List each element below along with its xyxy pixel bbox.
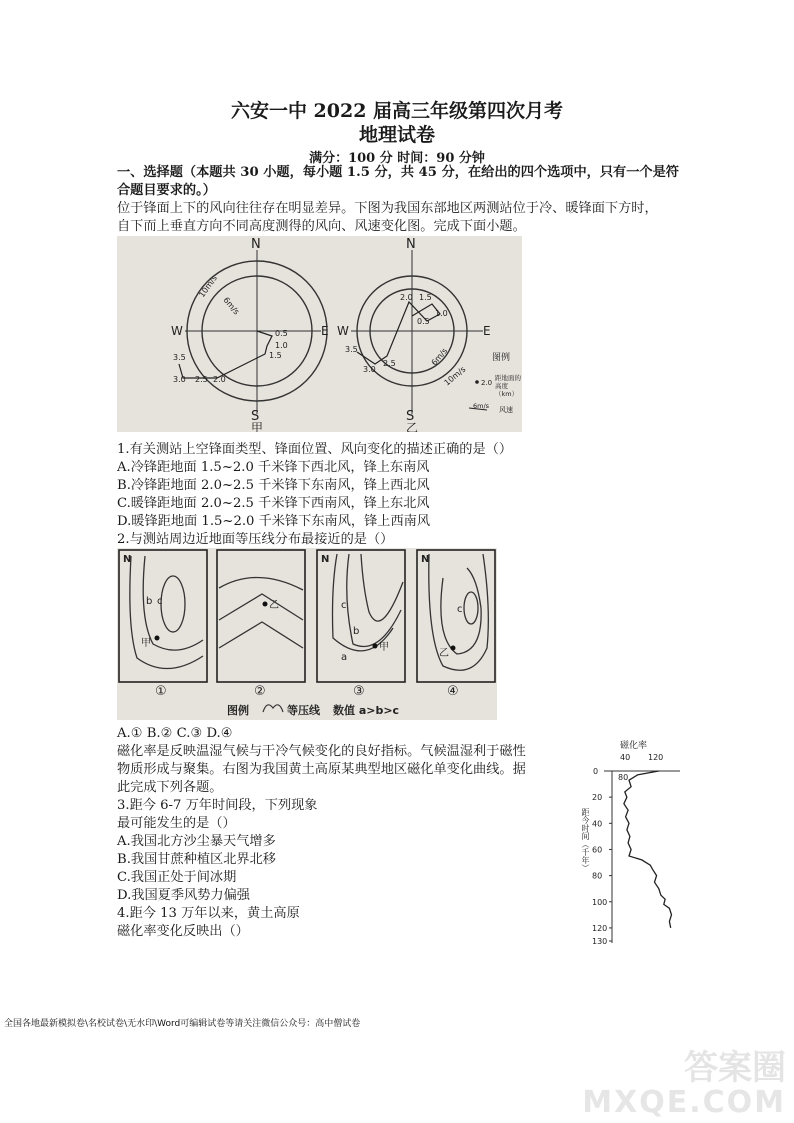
legend-height-sample: 2.0 — [481, 379, 493, 387]
section-heading-line2: 合题目要求的。） — [117, 183, 216, 198]
chart-ylabel: 距今时间（千年） — [581, 808, 590, 872]
panel-2-number: ② — [254, 684, 266, 699]
right-pt-2: 1.0 — [435, 309, 448, 318]
right-diagram — [337, 237, 491, 432]
panel-2-iso-a — [219, 622, 303, 648]
right-south-label: S — [406, 409, 415, 424]
right-east-label: E — [483, 324, 491, 338]
q3-stem-line1: 3.距今 6-7 万年时间段，下列现象 — [117, 798, 318, 813]
q3-option-c: C.我国正处于间冰期 — [117, 870, 237, 885]
panel-3-label-b: b — [353, 626, 360, 637]
chart-y-tick-label: 40 — [592, 819, 603, 829]
legend-height-dot — [475, 380, 479, 384]
chart-x-corner: 0 — [593, 767, 599, 776]
figure1-legend — [469, 351, 522, 414]
right-pt-4: 2.5 — [383, 359, 396, 368]
panel-4-station — [451, 646, 456, 651]
q2-stem: 2.与测站周边近地面等压线分布最接近的是（） — [117, 532, 394, 547]
panel-3-label-c: c — [341, 600, 347, 611]
isobar-figure — [117, 548, 497, 720]
panel-3-station-label: 甲 — [379, 642, 389, 653]
left-pt-4: 2.5 — [195, 375, 208, 384]
right-north-label: N — [406, 237, 416, 252]
left-diagram — [171, 237, 329, 432]
isobar-legend-title: 图例 — [227, 704, 249, 717]
isobar-legend — [227, 703, 399, 717]
isobar-legend-value: 数值 a>b>c — [333, 704, 400, 717]
q2-options: A.① B.② C.③ D.④ — [117, 726, 233, 741]
right-pt-6: 3.5 — [345, 345, 358, 354]
panel-1-frame — [119, 550, 207, 682]
left-pt-6: 3.5 — [173, 353, 186, 362]
panel-2-frame — [217, 550, 305, 682]
exam-subtitle: 地理试卷 — [358, 124, 435, 146]
left-pt-1: 1.0 — [275, 341, 288, 350]
right-pt-1: 1.5 — [419, 293, 432, 302]
intro-line2: 自下而上垂直方向不同高度测得的风向、风速变化图。完成下面小题。 — [117, 219, 526, 234]
legend-title: 图例 — [492, 353, 511, 363]
chart-series-line — [624, 771, 672, 928]
panel-2-station-label: 乙 — [269, 600, 279, 611]
panel-1-number: ① — [155, 684, 167, 699]
chart-y-ticks — [592, 793, 612, 946]
left-station-label: 甲 — [251, 421, 264, 432]
isobar-panel-4 — [417, 550, 495, 699]
isobar-legend-symbol — [263, 705, 283, 712]
right-pt-5: 3.0 — [363, 365, 376, 374]
left-pt-2: 1.5 — [269, 351, 282, 360]
panel-1-label-b: b — [146, 596, 153, 607]
panel-3-station — [373, 644, 378, 649]
panel-3-iso-a — [361, 554, 403, 621]
q4-stem-line2: 磁化率变化反映出（） — [117, 924, 249, 939]
passage2-line2: 物质形成与聚集。右图为我国黄土高原某典型地区磁化单变化曲线。据 — [117, 762, 526, 777]
chart-y-tick-label: 20 — [592, 793, 603, 803]
left-south-label: S — [251, 409, 260, 424]
chart-x-tick-40: 40 — [620, 753, 631, 762]
magnetic-susceptibility-chart — [580, 738, 690, 950]
chart-y-tick-label: 80 — [592, 871, 603, 881]
panel-2-iso-b — [219, 594, 303, 620]
panel-1-iso-c — [161, 576, 185, 632]
panel-4-iso-c — [464, 592, 478, 624]
exam-meta: 满分：100 分 时间：90 分钟 — [309, 151, 485, 166]
q1-stem: 1.有关测站上空锋面类型、锋面位置、风向变化的描述正确的是（） — [117, 442, 513, 457]
q3-stem-line2: 最可能发生的是（） — [117, 816, 236, 831]
q3-option-d: D.我国夏季风势力偏强 — [117, 888, 250, 903]
chart-y-tick-label: 120 — [592, 923, 608, 933]
wind-vector-figure — [117, 236, 522, 432]
q1-option-b: B.冷锋距地面 2.0~2.5 千米锋下东南风，锋上西北风 — [117, 478, 430, 493]
panel-3-north: N — [321, 554, 330, 565]
q1-option-c: C.暖锋距地面 2.0~2.5 千米锋下西南风，锋上东北风 — [117, 496, 430, 511]
isobar-panel-2 — [217, 550, 305, 699]
panel-1-label-c: c — [157, 596, 163, 607]
chart-x-tick-120: 120 — [648, 753, 664, 762]
chart-y-tick-label: 130 — [592, 937, 608, 946]
right-ring-outer-label: 10m/s — [442, 364, 468, 388]
legend-height-text: 距地面的高度（km） — [495, 374, 521, 398]
left-west-label: W — [171, 324, 183, 338]
watermark-site: MXQE.COM — [582, 1085, 786, 1120]
section-heading-line1: 一、选择题（本题共 30 小题，每小题 1.5 分，共 45 分，在给出的四个选项中，只有一个是符 — [117, 165, 679, 180]
chart-ylabel-box — [580, 808, 594, 918]
left-pt-0: 0.5 — [275, 329, 288, 338]
exam-title: 六安一中 2022 届高三年级第四次月考 — [230, 100, 564, 122]
chart-title: 磁化率 — [620, 741, 648, 751]
panel-1-iso-a — [130, 556, 203, 669]
panel-3-number: ③ — [353, 684, 365, 699]
q4-stem-line1: 4.距今 13 万年以来，黄土高原 — [117, 906, 300, 921]
panel-1-station — [155, 636, 160, 641]
right-station-label: 乙 — [406, 421, 419, 432]
legend-height-text-box — [495, 374, 522, 408]
panel-4-station-label: 乙 — [439, 648, 449, 659]
panel-2-station — [263, 602, 268, 607]
watermark-logo: 答案圈 — [684, 1048, 786, 1088]
q1-option-a: A.冷锋距地面 1.5~2.0 千米锋下西北风，锋上东南风 — [117, 460, 430, 475]
left-ring-inner-label: 6m/s — [221, 295, 242, 317]
right-pt-3: 0.5 — [417, 317, 430, 326]
left-pt-5: 3.0 — [173, 375, 186, 384]
right-ring-inner-label: 6m/s — [429, 346, 450, 368]
panel-1-station-label: 甲 — [141, 638, 151, 649]
isobar-legend-iso: 等压线 — [287, 704, 320, 717]
q3-option-a: A.我国北方沙尘暴天气增多 — [117, 834, 276, 849]
passage2-line3: 此完成下列各题。 — [117, 780, 223, 795]
chart-extra-label: 80 — [618, 773, 629, 782]
corner-watermark — [582, 1049, 786, 1119]
q3-option-b: B.我国甘蔗种植区北界北移 — [117, 852, 276, 867]
panel-3-label-a: a — [341, 652, 348, 663]
left-ring-outer-label: 10m/s — [197, 273, 219, 300]
panel-4-number: ④ — [447, 684, 459, 699]
panel-3-frame — [317, 550, 405, 682]
panel-4-north: N — [421, 554, 430, 565]
legend-wind-text: 风速 — [499, 406, 513, 414]
chart-y-tick-label: 100 — [592, 897, 608, 907]
left-wind-path — [179, 331, 272, 378]
left-pt-3: 2.0 — [213, 375, 226, 384]
right-pt-0: 2.0 — [400, 293, 413, 302]
right-west-label: W — [337, 324, 349, 338]
legend-wind-sample: 6m/s — [473, 402, 490, 410]
chart-y-tick-label: 60 — [592, 845, 603, 855]
left-north-label: N — [251, 237, 261, 252]
q1-option-d: D.暖锋距地面 1.5~2.0 千米锋下东南风，锋上西南风 — [117, 514, 431, 529]
panel-4-label-c: c — [457, 604, 463, 615]
intro-line1: 位于锋面上下的风向往往存在明显差异。下图为我国东部地区两测站位于冷、暖锋面下方时， — [117, 201, 658, 216]
left-east-label: E — [321, 324, 329, 338]
footer-note: 全国各地最新模拟卷\名校试卷\无水印\Word可编辑试卷等请关注微信公众号：高中僧试卷 — [4, 1019, 361, 1029]
panel-1-north: N — [123, 554, 132, 565]
panel-2-iso-c — [219, 577, 303, 590]
passage2-line1: 磁化率是反映温湿气候与干冷气候变化的良好指标。气候温湿利于磁性 — [117, 744, 526, 759]
isobar-panel-3 — [317, 550, 405, 699]
isobar-panel-1 — [119, 550, 207, 699]
